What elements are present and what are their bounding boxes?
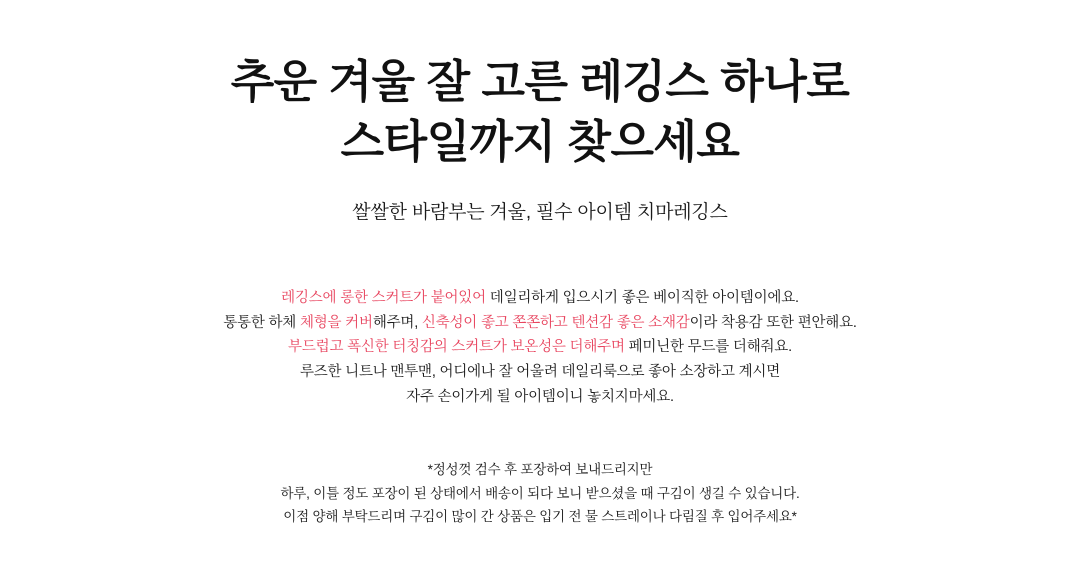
description-line-3-highlight: 부드럽고 폭신한 터칭감의 스커트가 보온성은 더해주며 bbox=[288, 339, 625, 356]
description-line-2-highlight-1: 체형을 커버 bbox=[299, 314, 373, 331]
page-title-line-2: 스타일까지 찾으세요 bbox=[340, 116, 740, 168]
page-title-line-1: 추운 겨울 잘 고른 레깅스 하나로 bbox=[230, 56, 850, 107]
description-line-2-highlight-2: 신축성이 좋고 쫀쫀하고 텐션감 좋은 소재감 bbox=[421, 314, 690, 331]
shipping-notice-line-2: 하루, 이틀 정도 포장이 된 상태에서 배송이 되다 보니 받으셨을 때 구김이 생길 수 있습니다. bbox=[280, 485, 800, 501]
page-title bbox=[231, 52, 850, 173]
description-line-2-part-c: 해주며, bbox=[372, 314, 422, 331]
description-line-1-rest: 데일리하게 입으시기 좋은 베이직한 아이템이에요. bbox=[485, 289, 799, 306]
shipping-notice-block bbox=[280, 458, 799, 528]
description-line-1-highlight: 레깅스에 롱한 스커트가 붙어있어 bbox=[281, 289, 486, 306]
description-line-3 bbox=[223, 335, 857, 360]
description-line-3-rest: 페미닌한 무드를 더해줘요. bbox=[624, 339, 792, 356]
shipping-notice-line-3: 이점 양해 부탁드리며 구김이 많이 간 상품은 입기 전 물 스트레이나 다림질 후 입어주세요* bbox=[283, 509, 797, 525]
description-line-2-part-e: 이라 착용감 또한 편안해요. bbox=[689, 314, 857, 331]
description-block bbox=[223, 286, 857, 411]
description-line-4: 루즈한 니트나 맨투맨, 어디에나 잘 어울려 데일리룩으로 좋아 소장하고 계시면 bbox=[299, 364, 781, 381]
shipping-notice-line-1: *정성껏 검수 후 포장하여 보내드리지만 bbox=[427, 462, 653, 478]
description-line-1 bbox=[223, 286, 857, 311]
description-line-2 bbox=[223, 311, 857, 336]
description-line-2-part-a: 통통한 하체 bbox=[223, 314, 300, 331]
page-subtitle: 쌀쌀한 바람부는 겨울, 필수 아이템 치마레깅스 bbox=[352, 201, 728, 223]
description-line-5: 자주 손이가게 될 아이템이니 놓치지마세요. bbox=[406, 389, 674, 406]
